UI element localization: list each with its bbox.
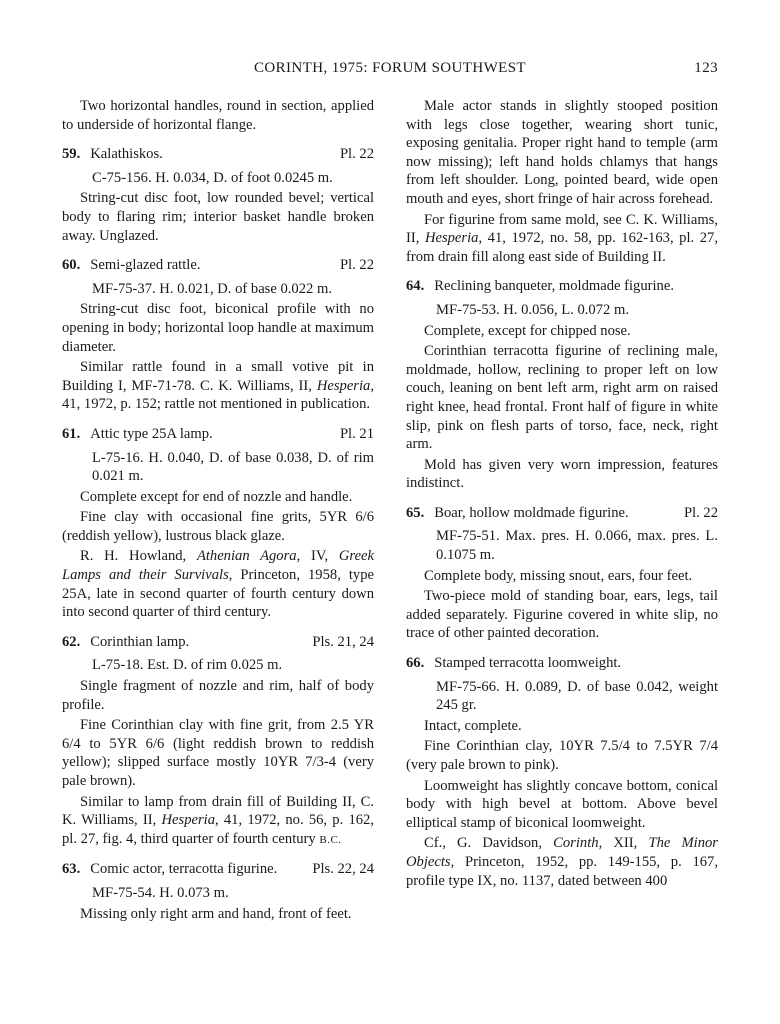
entry-paragraph: Male actor stands in slightly stooped position with legs close together, wearing short tunic, exposing genitalia. Proper right hand to temple (arm now missing); left hand holds chlamys that hangs from left shoulder. Long, pointed beard, wide open mouth and eyes, short fringe of hair across forehead. — [406, 98, 718, 207]
plate-ref: Pls. 22, 24 — [312, 861, 374, 878]
page-number: 123 — [694, 60, 718, 76]
entry-paragraph: Complete, except for chipped nose. — [424, 322, 631, 339]
entry-number: 65. — [406, 504, 425, 521]
plate-ref: Pl. 22 — [339, 146, 374, 163]
entry-paragraph: Similar rattle found in a small votive pit in Building I, MF-71-78. C. K. Williams, II, Hesperia, 41, 1972, p. 152; rattle not mentioned in publication. — [62, 359, 374, 413]
entry-65-heading — [406, 504, 718, 523]
entry-paragraph: Intact, complete. — [424, 717, 522, 734]
entry-paragraph: Fine Corinthian clay, 10YR 7.5/4 to 7.5YR 7/4 (very pale brown to pink). — [406, 738, 718, 773]
entry-63-heading — [62, 860, 374, 879]
entry-59-heading — [62, 145, 374, 164]
catalog-meta: C-75-156. H. 0.034, D. of foot 0.0245 m. — [92, 169, 333, 186]
entry-paragraph: Loomweight has slightly concave bottom, conical body with high bevel at bottom. Above bevel elliptical stamp of biconical loomweight. — [406, 777, 718, 831]
entry-paragraph: String-cut disc foot, low rounded bevel; vertical body to flaring rim; interior basket handle broken away. Unglazed. — [62, 190, 374, 244]
left-column — [62, 97, 374, 925]
entry-paragraph: Complete body, missing snout, ears, four feet. — [424, 567, 693, 584]
entry-64-heading — [406, 277, 718, 296]
entry-paragraph: For figurine from same mold, see C. K. Williams, II, Hesperia, 41, 1972, no. 58, pp. 162-163, pl. 27, from drain fill along east side of Building II. — [406, 211, 718, 265]
entry-title: Attic type 25A lamp. — [90, 425, 213, 442]
catalog-meta: MF-75-66. H. 0.089, D. of base 0.042, weight 245 gr. — [436, 678, 718, 714]
entry-title: Corinthian lamp. — [90, 633, 190, 650]
catalog-meta: MF-75-37. H. 0.021, D. of base 0.022 m. — [92, 280, 332, 297]
running-title: CORINTH, 1975: FORUM SOUTHWEST — [253, 60, 526, 76]
entry-paragraph: Single fragment of nozzle and rim, half of body profile. — [62, 678, 374, 713]
entry-title: Semi-glazed rattle. — [90, 257, 201, 274]
plate-ref: Pls. 21, 24 — [312, 633, 374, 650]
entry-title: Boar, hollow moldmade figurine. — [434, 504, 629, 521]
plate-ref: Pl. 22 — [339, 257, 374, 274]
entry-60-heading — [62, 256, 374, 275]
entry-paragraph: Corinthian terracotta figurine of reclining male, moldmade, hollow, reclining to proper left on low couch, leaning on bent left arm, right arm on raised right knee, head frontal. Front half of figure in white slip, pink on flesh parts of torso, face, neck, right arm. — [406, 343, 718, 453]
entry-66-heading — [406, 654, 718, 673]
entry-paragraph: Similar to lamp from drain fill of Building II, C. K. Williams, II, Hesperia, 41, 1972, no. 56, p. 162, pl. 27, fig. 4, third quarter of fourth century B.C. — [62, 793, 374, 847]
catalog-meta: L-75-16. H. 0.040, D. of base 0.038, D. of rim 0.021 m. — [92, 449, 374, 485]
entry-61-heading — [62, 425, 374, 444]
plate-ref: Pl. 21 — [339, 425, 374, 442]
entry-number: 59. — [62, 146, 81, 163]
entry-62-heading — [62, 633, 374, 652]
entry-title: Reclining banqueter, moldmade figurine. — [434, 278, 674, 295]
entry-paragraph: Missing only right arm and hand, front of feet. — [80, 905, 352, 922]
entry-number: 61. — [62, 425, 81, 442]
continuation-text: Two horizontal handles, round in section, applied to underside of horizontal flange. — [62, 98, 374, 133]
entry-paragraph: Mold has given very worn impression, features indistinct. — [406, 456, 718, 492]
entry-title: Kalathiskos. — [90, 146, 163, 163]
entry-title: Stamped terracotta loomweight. — [434, 655, 622, 672]
running-header — [62, 60, 718, 82]
entry-paragraph: String-cut disc foot, biconical profile with no opening in body; horizontal loop handle at maximum diameter. — [62, 301, 374, 355]
entry-paragraph: Complete except for end of nozzle and handle. — [80, 488, 353, 505]
catalog-meta: L-75-18. Est. D. of rim 0.025 m. — [92, 657, 283, 674]
right-column — [406, 97, 718, 892]
entry-paragraph: R. H. Howland, Athenian Agora, IV, Greek Lamps and their Survivals, Princeton, 1958, type 25A, late in second quarter of fourth century down into second quarter of third century. — [62, 548, 374, 621]
entry-paragraph: Two-piece mold of standing boar, ears, legs, tail added separately. Figurine covered in white slip, no trace of other painted decoration. — [406, 588, 718, 642]
catalog-meta: MF-75-53. H. 0.056, L. 0.072 m. — [436, 301, 629, 318]
entry-number: 66. — [406, 655, 425, 672]
entry-paragraph: Fine clay with occasional fine grits, 5YR 6/6 (reddish yellow), lustrous black glaze. — [62, 509, 374, 544]
entry-number: 60. — [62, 257, 81, 274]
catalog-meta: MF-75-51. Max. pres. H. 0.066, max. pres. L. 0.1075 m. — [436, 528, 718, 564]
entry-number: 63. — [62, 861, 81, 878]
entry-title: Comic actor, terracotta figurine. — [90, 861, 278, 878]
catalog-meta: MF-75-54. H. 0.073 m. — [92, 884, 229, 901]
entry-number: 64. — [406, 278, 425, 295]
entry-paragraph: Fine Corinthian clay with fine grit, from 2.5 YR 6/4 to 5YR 6/6 (light reddish brown to reddish yellow); slipped surface mostly 10YR 7/3-4 (very pale brown). — [62, 717, 374, 789]
entry-number: 62. — [62, 633, 81, 650]
plate-ref: Pl. 22 — [683, 504, 718, 521]
entry-paragraph: Cf., G. Davidson, Corinth, XII, The Minor Objects, Princeton, 1952, pp. 149-155, p. 167, profile type IX, no. 1137, dated between 400 — [406, 835, 718, 889]
